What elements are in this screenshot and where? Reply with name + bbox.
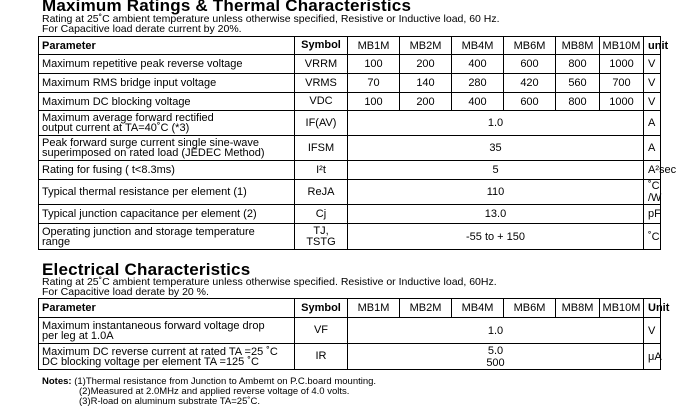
- electrical-derate-note: For Capacitive load derate by 20 %.: [42, 286, 209, 298]
- header-model-mb4m: MB4M: [452, 37, 504, 55]
- row-value: -55 to + 150: [348, 224, 644, 250]
- header-model-mb1m: MB1M: [348, 299, 400, 318]
- row-unit: V: [644, 93, 661, 111]
- header-unit: Unit: [644, 299, 661, 318]
- row-unit: V: [644, 55, 661, 74]
- thermal-ratings-table: [38, 36, 677, 250]
- header-model-mb10m: MB10M: [600, 37, 644, 55]
- row-parameter: Maximum repetitive peak reverse voltage: [39, 55, 295, 74]
- thermal-derate-note: For Capacitive load derate current by 20%.: [42, 23, 242, 35]
- header-parameter: Parameter: [39, 37, 295, 55]
- row-parameter: Maximum DC blocking voltage: [39, 93, 295, 111]
- row-symbol: IR: [295, 344, 348, 370]
- header-model-mb1m: MB1M: [348, 37, 400, 55]
- thermal-section-title: Maximum Ratings & Thermal Characteristics: [42, 0, 412, 15]
- footnote-2: (2)Measured at 2.0MHz and applied reverse voltage of 4.0 volts.: [79, 386, 350, 397]
- header-model-mb2m: MB2M: [400, 37, 452, 55]
- row-symbol: IF(AV): [295, 111, 348, 136]
- row-symbol: VDC: [295, 93, 348, 111]
- row-parameter: Rating for fusing ( t<8.3ms): [39, 161, 295, 180]
- row-value: 110: [348, 180, 644, 205]
- row-value: 600: [504, 93, 556, 111]
- table-row: [39, 161, 661, 180]
- row-unit: A²sec: [644, 161, 661, 180]
- electrical-section-title: Electrical Characteristics: [42, 260, 251, 279]
- row-value: 400: [452, 93, 504, 111]
- row-unit: A: [644, 111, 661, 136]
- row-value: 1.0: [348, 111, 644, 136]
- table-row: [39, 136, 661, 161]
- header-model-mb2m: MB2M: [400, 299, 452, 318]
- table-row: [39, 74, 661, 93]
- row-value: 140: [400, 74, 452, 93]
- row-value: 700: [600, 74, 644, 93]
- header-symbol: Symbol: [295, 299, 348, 318]
- footnote-3: (3)R-load on aluminum substrate TA=25˚C.: [79, 396, 261, 407]
- header-model-mb8m: MB8M: [556, 299, 600, 318]
- row-parameter: Maximum average forward rectified output current at TA=40˚C (*3): [39, 111, 295, 136]
- row-symbol: Cj: [295, 205, 348, 224]
- footnotes-label: Notes:: [42, 376, 72, 387]
- row-value: 5.0 500: [348, 344, 644, 370]
- row-symbol: VRMS: [295, 74, 348, 93]
- table-row: [39, 224, 661, 250]
- row-unit: V: [644, 74, 661, 93]
- row-value: 35: [348, 136, 644, 161]
- table-row: [39, 111, 661, 136]
- row-unit: μA: [644, 344, 661, 370]
- row-value: 600: [504, 55, 556, 74]
- row-unit: ˚C: [644, 224, 661, 250]
- row-value: 200: [400, 55, 452, 74]
- row-value: 420: [504, 74, 556, 93]
- row-value: 800: [556, 93, 600, 111]
- row-value: 100: [348, 55, 400, 74]
- header-symbol: Symbol: [295, 37, 348, 55]
- footnotes: [42, 377, 376, 407]
- row-symbol: TJ, TSTG: [295, 224, 348, 250]
- row-value: 200: [400, 93, 452, 111]
- header-unit: unit: [644, 37, 661, 55]
- row-value: 560: [556, 74, 600, 93]
- table-header-row: [39, 299, 661, 318]
- table-row: [39, 180, 661, 205]
- electrical-characteristics-table: [38, 298, 670, 370]
- row-value: 800: [556, 55, 600, 74]
- row-parameter: Maximum instantaneous forward voltage drop per leg at 1.0A: [39, 318, 295, 344]
- header-model-mb4m: MB4M: [452, 299, 504, 318]
- row-parameter: Typical junction capacitance per element (2): [39, 205, 295, 224]
- row-value: 400: [452, 55, 504, 74]
- row-parameter: Maximum RMS bridge input voltage: [39, 74, 295, 93]
- electrical-rating-note: Rating at 25˚C ambient temperature unless otherwise specified. Resistive or Inductive load, 60Hz.: [42, 276, 497, 288]
- row-symbol: ReJA: [295, 180, 348, 205]
- row-parameter: Maximum DC reverse current at rated TA =25 ˚C DC blocking voltage per element TA =125 ˚C: [39, 344, 295, 370]
- header-model-mb6m: MB6M: [504, 37, 556, 55]
- row-value: 1000: [600, 93, 644, 111]
- header-model-mb10m: MB10M: [600, 299, 644, 318]
- row-parameter: Peak forward surge current single sine-wave superimposed on rated load (JEDEC Method): [39, 136, 295, 161]
- table-row: [39, 93, 661, 111]
- row-symbol: I²t: [295, 161, 348, 180]
- row-symbol: VF: [295, 318, 348, 344]
- table-row: [39, 344, 661, 370]
- row-unit: V: [644, 318, 661, 344]
- row-value: 70: [348, 74, 400, 93]
- row-value: 1.0: [348, 318, 644, 344]
- row-value: 5: [348, 161, 644, 180]
- row-value: 100: [348, 93, 400, 111]
- header-model-mb8m: MB8M: [556, 37, 600, 55]
- row-unit: ˚C /W: [644, 180, 661, 205]
- header-model-mb6m: MB6M: [504, 299, 556, 318]
- row-symbol: IFSM: [295, 136, 348, 161]
- row-parameter: Typical thermal resistance per element (1): [39, 180, 295, 205]
- table-row: [39, 55, 661, 74]
- row-value: 280: [452, 74, 504, 93]
- thermal-rating-note: Rating at 25˚C ambient temperature unless otherwise specified, Resistive or Inductive load, 60 Hz.: [42, 13, 500, 25]
- row-symbol: VRRM: [295, 55, 348, 74]
- header-parameter: Parameter: [39, 299, 295, 318]
- row-parameter: Operating junction and storage temperature range: [39, 224, 295, 250]
- row-unit: A: [644, 136, 661, 161]
- row-unit: pF: [644, 205, 661, 224]
- footnote-1: (1)Thermal resistance from Junction to Ambemt on P.C.board mounting.: [74, 376, 377, 387]
- table-row: [39, 205, 661, 224]
- row-value: 1000: [600, 55, 644, 74]
- table-row: [39, 318, 661, 344]
- table-header-row: [39, 37, 661, 55]
- row-value: 13.0: [348, 205, 644, 224]
